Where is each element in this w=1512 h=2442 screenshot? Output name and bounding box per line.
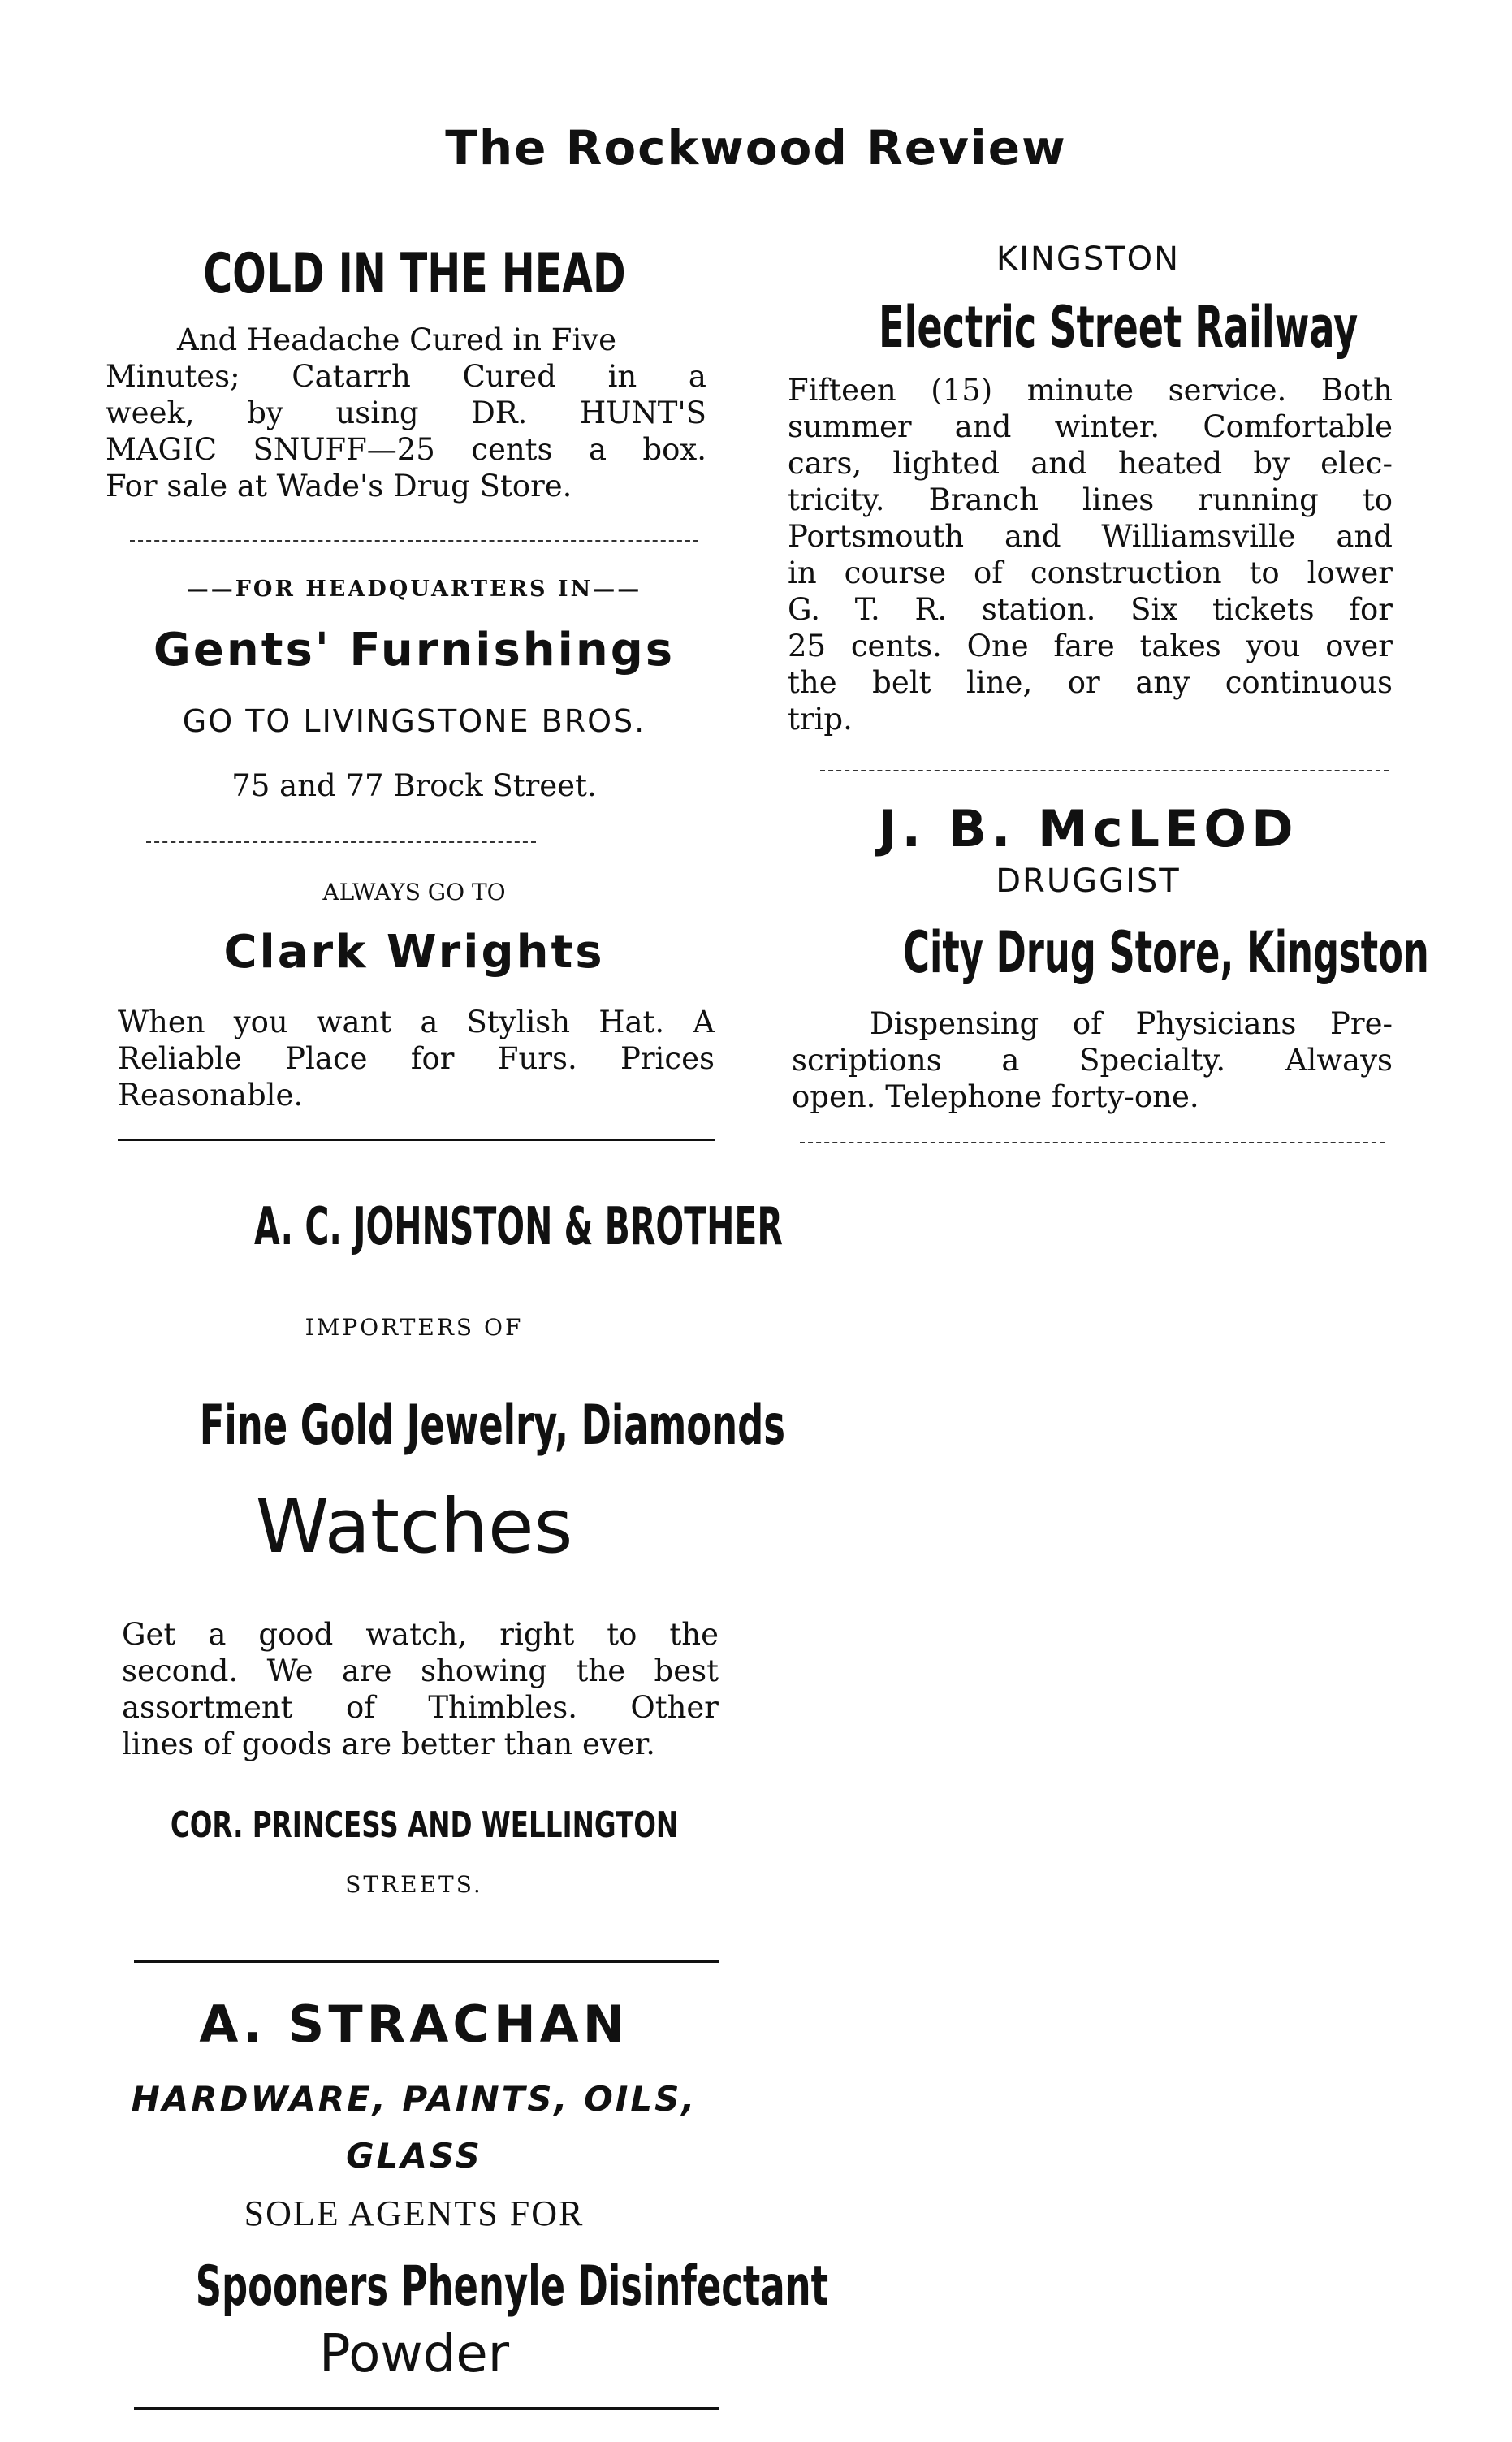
text-line: trip. [788, 702, 853, 737]
strachan-ad-line2: GLASS [346, 2136, 482, 2176]
text-line: the belt line, or any continuous [788, 665, 1393, 700]
page-title: The Rockwood Review [445, 120, 1067, 175]
text-line: Portsmouth and Williamsville and [788, 519, 1393, 554]
mcleod-ad-store-wrap [755, 919, 1429, 986]
divider [134, 1960, 719, 1963]
text-line: For sale at Wade's Drug Store. [106, 469, 572, 504]
strachan-ad-product1: Spooners Phenyle Disinfectant [195, 2254, 829, 2319]
mcleod-ad-body [792, 1005, 1393, 1115]
railway-ad-heading-wrap [755, 294, 1421, 361]
strachan-ad-product1-wrap [32, 2254, 829, 2319]
divider [820, 770, 1389, 771]
railway-ad-heading: Electric Street Railway [879, 294, 1359, 361]
text-line: And Headache Cured in Five [177, 322, 617, 357]
johnston-ad-importers: IMPORTERS OF [305, 1314, 524, 1341]
text-line: When you want a Stylish Hat. A [118, 1005, 715, 1039]
text-line: scriptions a Specialty. Always [792, 1043, 1393, 1078]
clark-ad-body [118, 1004, 715, 1113]
johnston-ad-fine: Fine Gold Jewelry, Diamonds [199, 1394, 785, 1458]
text-line: summer and winter. Comfortable [788, 409, 1393, 444]
mcleod-ad-heading: J. B. McLEOD [878, 799, 1298, 858]
gents-ad-line1: GO TO LIVINGSTONE BROS. [182, 703, 646, 739]
text-line: Reasonable. [118, 1078, 304, 1113]
text-line: MAGIC SNUFF—25 cents a box. [106, 432, 706, 467]
cold-ad-heading-wrap [106, 242, 723, 306]
text-line: Minutes; Catarrh Cured in a [106, 359, 706, 394]
divider [146, 841, 536, 843]
railway-ad-body [788, 372, 1393, 737]
strachan-ad-line1: HARDWARE, PAINTS, OILS, [131, 2079, 698, 2119]
strachan-ad-product2: Powder [318, 2324, 510, 2384]
text-line: in course of construction to lower [788, 555, 1393, 590]
text-line: Get a good watch, right to the [122, 1617, 719, 1652]
johnston-ad-address2: STREETS. [345, 1871, 483, 1898]
divider [134, 2407, 719, 2410]
johnston-ad-heading: A. C. JOHNSTON & BROTHER [254, 1197, 783, 1257]
gents-ad-heading-wrap [106, 624, 723, 676]
johnston-ad-body [122, 1616, 719, 1762]
text-line: Fifteen (15) minute service. Both [788, 373, 1393, 408]
page-header [0, 120, 1512, 175]
text-line: tricity. Branch lines running to [788, 482, 1393, 517]
johnston-ad-heading-wrap [106, 1197, 783, 1257]
text-line: week, by using DR. HUNT'S [106, 395, 706, 430]
mcleod-ad-sub: DRUGGIST [996, 862, 1181, 900]
gents-ad-intro: ——FOR HEADQUARTERS IN—— [186, 577, 642, 602]
clark-ad-heading-wrap [106, 926, 723, 979]
divider [800, 1142, 1385, 1143]
gents-ad-line2: 75 and 77 Brock Street. [231, 768, 597, 803]
gents-ad-heading: Gents' Furnishings [153, 624, 676, 676]
text-line: 25 cents. One fare takes you over [788, 629, 1393, 663]
divider [118, 1139, 715, 1141]
mcleod-ad-store: City Drug Store, Kingston [903, 919, 1429, 986]
strachan-ad-heading: A. STRACHAN [199, 1995, 629, 2054]
cold-ad-body [106, 322, 706, 504]
text-line: G. T. R. station. Six tickets for [788, 592, 1393, 627]
clark-ad-intro: ALWAYS GO TO [322, 879, 506, 905]
text-line: second. We are showing the best [122, 1653, 719, 1688]
strachan-ad-sole: SOLE AGENTS FOR [244, 2193, 585, 2233]
text-line: cars, lighted and heated by elec- [788, 446, 1393, 481]
railway-ad-city: KINGSTON [996, 240, 1181, 278]
mcleod-ad-heading-wrap [780, 799, 1397, 858]
text-line: assortment of Thimbles. Other [122, 1690, 719, 1725]
johnston-ad-watches: Watches [255, 1483, 573, 1570]
text-line: open. Telephone forty-one. [792, 1079, 1199, 1114]
strachan-ad-heading-wrap [106, 1995, 723, 2054]
text-line: lines of goods are better than ever. [122, 1727, 656, 1761]
johnston-ad-address1-wrap [81, 1804, 747, 1846]
text-line: Reliable Place for Furs. Prices [118, 1041, 715, 1076]
text-line: Dispensing of Physicians Pre- [870, 1006, 1393, 1041]
clark-ad-heading: Clark Wrights [223, 926, 605, 979]
cold-ad-heading: COLD IN THE HEAD [202, 242, 626, 306]
johnston-ad-address1: COR. PRINCESS AND WELLINGTON [170, 1804, 679, 1846]
divider [130, 540, 698, 542]
johnston-ad-fine-wrap [49, 1394, 785, 1458]
